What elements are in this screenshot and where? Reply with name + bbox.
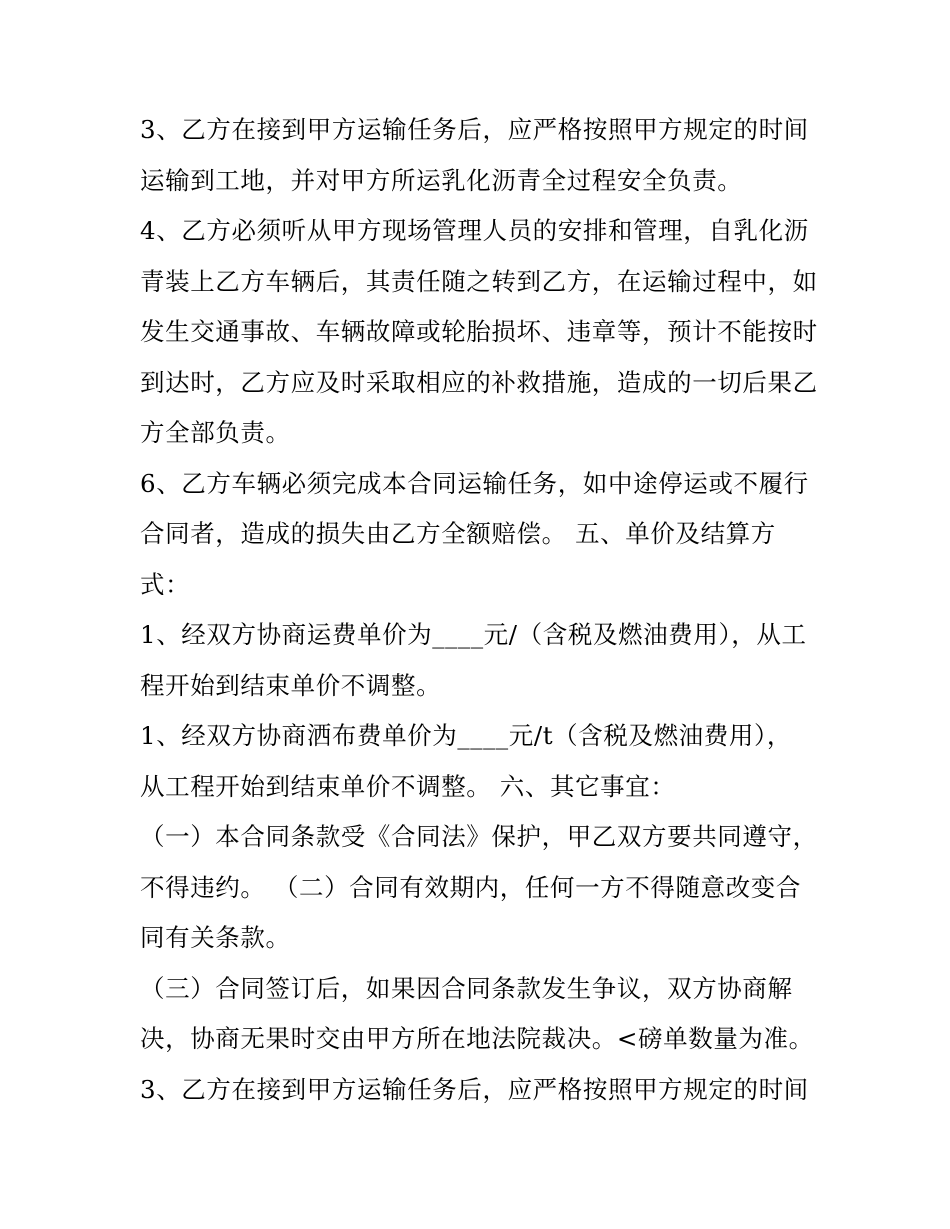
text-line: 从工程开始到结束单价不调整。 六、其它事宜： [140, 772, 676, 801]
text-line: （三）合同签订后，如果因合同条款发生争议，双方协商解 [140, 974, 793, 1003]
text-line: 3、乙方在接到甲方运输任务后，应严格按照甲方规定的时间 [140, 115, 809, 144]
text-line: 到达时，乙方应及时采取相应的补救措施，造成的一切后果乙 [140, 368, 818, 397]
text-line: 青装上乙方车辆后，其责任随之转到乙方，在运输过程中，如 [140, 267, 818, 296]
text-line: 3、乙方在接到甲方运输任务后，应严格按照甲方规定的时间 [140, 1075, 809, 1104]
text-line: 发生交通事故、车辆故障或轮胎损坏、违章等，预计不能按时 [140, 317, 818, 346]
text-line: 同有关条款。 [140, 923, 291, 952]
text-line: 不得违约。 （二）合同有效期内，任何一方不得随意改变合 [140, 873, 801, 902]
text-line: 合同者，造成的损失由乙方全额赔偿。 五、单价及结算方 [140, 519, 776, 548]
text-line: 方全部负责。 [140, 418, 291, 447]
text-line: 1、经双方协商洒布费单价为____元/t（含税及燃油费用）， [140, 721, 792, 750]
text-line: 4、乙方必须听从甲方现场管理人员的安排和管理，自乳化沥 [140, 216, 809, 245]
text-line: 式： [140, 570, 191, 599]
text-line: （一）本合同条款受《合同法》保护，甲乙双方要共同遵守， [140, 822, 818, 851]
text-line: 运输到工地，并对甲方所运乳化沥青全过程安全负责。 [140, 166, 743, 195]
text-line: 6、乙方车辆必须完成本合同运输任务，如中途停运或不履行 [140, 469, 809, 498]
text-line: 程开始到结束单价不调整。 [140, 671, 442, 700]
text-line: 1、经双方协商运费单价为____元/（含税及燃油费用），从工 [140, 620, 807, 649]
text-line: 决，协商无果时交由甲方所在地法院裁决。<磅单数量为准。 [140, 1024, 814, 1053]
